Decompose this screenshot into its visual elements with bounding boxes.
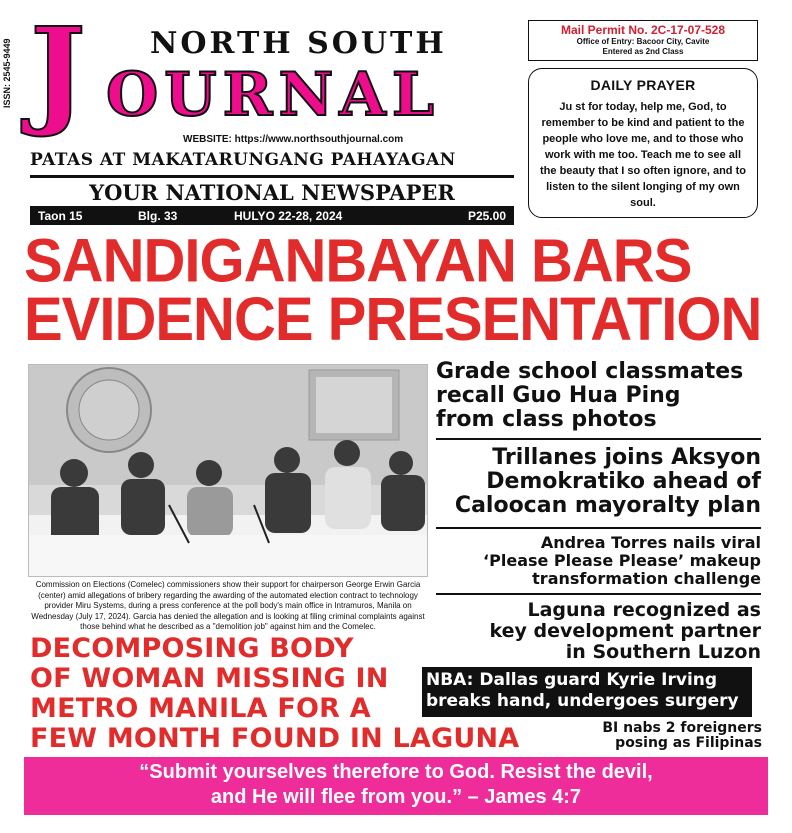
story-line: recall Guo Hua Ping — [436, 383, 681, 408]
issue-date: HULYO 22-28, 2024 — [234, 208, 343, 223]
main-headline-line1: SANDIGANBAYAN BARS — [24, 226, 692, 295]
story-bi-foreigners[interactable] — [532, 721, 762, 751]
story-line: from class photos — [436, 407, 657, 432]
story-line: breaks hand, undergoes surgery — [426, 691, 739, 711]
story-divider — [436, 438, 761, 440]
story-line: Laguna recognized as — [527, 599, 761, 621]
website-link[interactable]: WEBSITE: https://www.northsouthjournal.com — [183, 134, 404, 145]
story-andrea-torres[interactable] — [436, 534, 761, 588]
photo-caption: Commission on Elections (Comelec) commissioners show their support for chairperson George Erwin Garcia (center) amid allegations of bribery regarding the awarding of the automated election contract to technology provider Miru Systems, during a press conference at the poll body's main office in Intramuros, Manila on Wednesday (July 17, 2024). Garcia has denied the allegation and is looking at filing criminal complaints against those behind what he described as a "demolition job" against him and the Comelec. — [31, 580, 425, 631]
issn-label: ISSN: 2545-9449 — [2, 38, 12, 108]
story-nba-kyrie-irving[interactable] — [422, 667, 752, 717]
story-line: METRO MANILA FOR A — [30, 693, 371, 724]
bible-verse-line2: and He will flee from you.” – James 4:7 — [210, 786, 582, 808]
bible-verse-line1: “Submit yourselves therefore to God. Resist the devil, — [139, 761, 653, 783]
brand-top-text: NORTH SOUTH — [150, 26, 447, 61]
bible-verse-banner — [24, 757, 768, 815]
daily-prayer-heading: DAILY PRAYER — [590, 77, 696, 93]
office-of-entry: Office of Entry: Bacoor City, Cavite — [576, 37, 710, 46]
story-line: FEW MONTH FOUND IN LAGUNA — [30, 723, 520, 754]
story-line: Demokratiko ahead of — [486, 469, 761, 494]
story-trillanes[interactable] — [436, 446, 761, 518]
issue-price: P25.00 — [467, 208, 506, 223]
story-line: BI nabs 2 foreigners — [602, 720, 762, 736]
main-headline-line2: EVIDENCE PRESENTATION — [24, 285, 762, 354]
story-line: ‘Please Please Please’ makeup — [483, 551, 761, 570]
brand-logo-journal: OURNAL — [106, 60, 441, 130]
story-line: posing as Filipinas — [615, 735, 762, 751]
story-line: DECOMPOSING BODY — [30, 633, 354, 664]
tagline: PATAS AT MAKATARUNGANG PAHAYAGAN — [30, 150, 456, 170]
daily-prayer-text: Ju st for today, help me, God, to remember to be kind and patient to the people who love me, and to those who work with me too. Teach me to see all the beauty that I so often ignore, and to listen to the silent longing of my own soul. — [540, 101, 746, 209]
story-line: in Southern Luzon — [565, 641, 761, 663]
entry-class: Entered as 2nd Class — [602, 47, 684, 56]
press-conference-illustration — [29, 365, 428, 577]
issue-info-bar — [30, 206, 514, 225]
press-conference-photo[interactable] — [28, 364, 428, 577]
issue-number: Blg. 33 — [138, 208, 178, 223]
main-headline[interactable] — [24, 226, 774, 354]
story-divider — [436, 593, 761, 595]
volume-label: Taon 15 — [38, 208, 83, 223]
story-line: Andrea Torres nails viral — [540, 533, 761, 552]
story-guo-hua-ping[interactable] — [436, 360, 761, 432]
story-line: key development partner — [489, 620, 761, 642]
daily-prayer-box — [528, 68, 758, 218]
story-line: OF WOMAN MISSING IN — [30, 663, 389, 694]
national-newspaper-label: YOUR NATIONAL NEWSPAPER — [89, 180, 455, 205]
story-line: transformation challenge — [532, 569, 761, 588]
story-line: NBA: Dallas guard Kyrie Irving — [426, 670, 718, 690]
story-line: Grade school classmates — [436, 359, 744, 384]
story-line: Trillanes joins Aksyon — [492, 445, 761, 470]
story-line: Caloocan mayoralty plan — [454, 493, 761, 518]
masthead-divider — [30, 175, 514, 178]
mail-permit-number: Mail Permit No. 2C-17-07-528 — [560, 23, 726, 37]
brand-logo-j: J — [30, 1, 86, 140]
story-divider — [436, 527, 761, 529]
mail-permit-box — [528, 20, 758, 61]
